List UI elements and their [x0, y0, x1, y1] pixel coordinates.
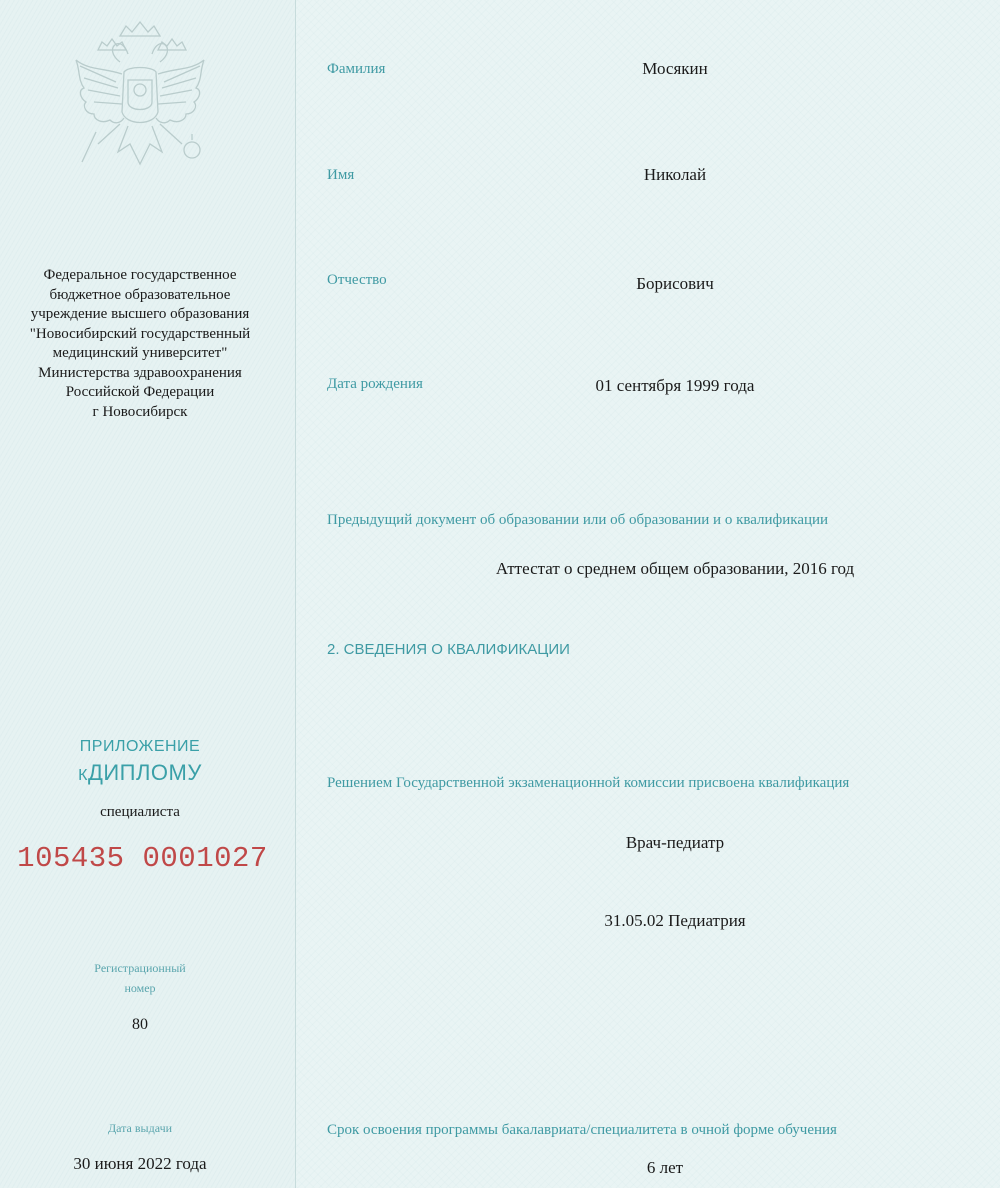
document-title-prefix: К — [78, 767, 88, 784]
org-line: бюджетное образовательное — [49, 286, 231, 303]
duration-value: 6 лет — [646, 1158, 684, 1177]
name-label: Имя — [327, 167, 355, 183]
surname-value: Мосякин — [642, 59, 708, 78]
left-panel — [0, 0, 295, 1188]
previous-document-label: Предыдущий документ об образовании или об образовании и о квалификации — [327, 512, 829, 528]
surname-label: Фамилия — [327, 61, 386, 77]
organization-name — [0, 266, 280, 422]
org-line: учреждение высшего образования — [30, 306, 250, 322]
qualification-heading: 2. СВЕДЕНИЯ О КВАЛИФИКАЦИИ — [327, 641, 570, 658]
qualification-value: Врач-педиатр — [625, 833, 725, 852]
document-title-word: ДИПЛОМУ — [87, 760, 202, 785]
registration-label-line1: Регистрационный — [94, 961, 186, 975]
org-line: "Новосибирский государственный — [29, 325, 251, 342]
org-line: г Новосибирск — [92, 403, 188, 420]
serial-number: 105435 0001027 — [17, 842, 268, 875]
org-line: Министерства здравоохранения — [38, 364, 242, 381]
coat-of-arms-icon — [60, 14, 220, 179]
specialty-value: 31.05.02 Педиатрия — [604, 911, 746, 930]
org-line: Федеральное государственное — [43, 267, 237, 283]
org-line: Российской Федерации — [65, 384, 215, 400]
duration-label: Срок освоения программы бакалавриата/специалитета в очной форме обучения — [327, 1122, 837, 1138]
document-title-line1: ПРИЛОЖЕНИЕ — [79, 738, 201, 755]
patronymic-label: Отчество — [327, 272, 387, 288]
registration-label-line2: номер — [124, 981, 156, 995]
education-level: специалиста — [100, 804, 180, 820]
previous-document-value: Аттестат о среднем общем образовании, 2016 год — [495, 559, 855, 578]
org-line: медицинский университет" — [52, 345, 228, 361]
qualification-label: Решением Государственной экзаменационной комиссии присвоена квалификация — [327, 775, 850, 791]
fold-divider — [295, 0, 296, 1188]
document-title-line2 — [0, 760, 280, 786]
birthdate-value: 01 сентября 1999 года — [595, 376, 755, 395]
birthdate-label: Дата рождения — [327, 376, 423, 392]
issue-date-label: Дата выдачи — [107, 1121, 173, 1135]
registration-label — [0, 958, 280, 998]
patronymic-value: Борисович — [636, 274, 714, 293]
registration-number: 80 — [132, 1016, 148, 1033]
issue-date: 30 июня 2022 года — [73, 1154, 207, 1173]
name-value: Николай — [643, 165, 707, 184]
